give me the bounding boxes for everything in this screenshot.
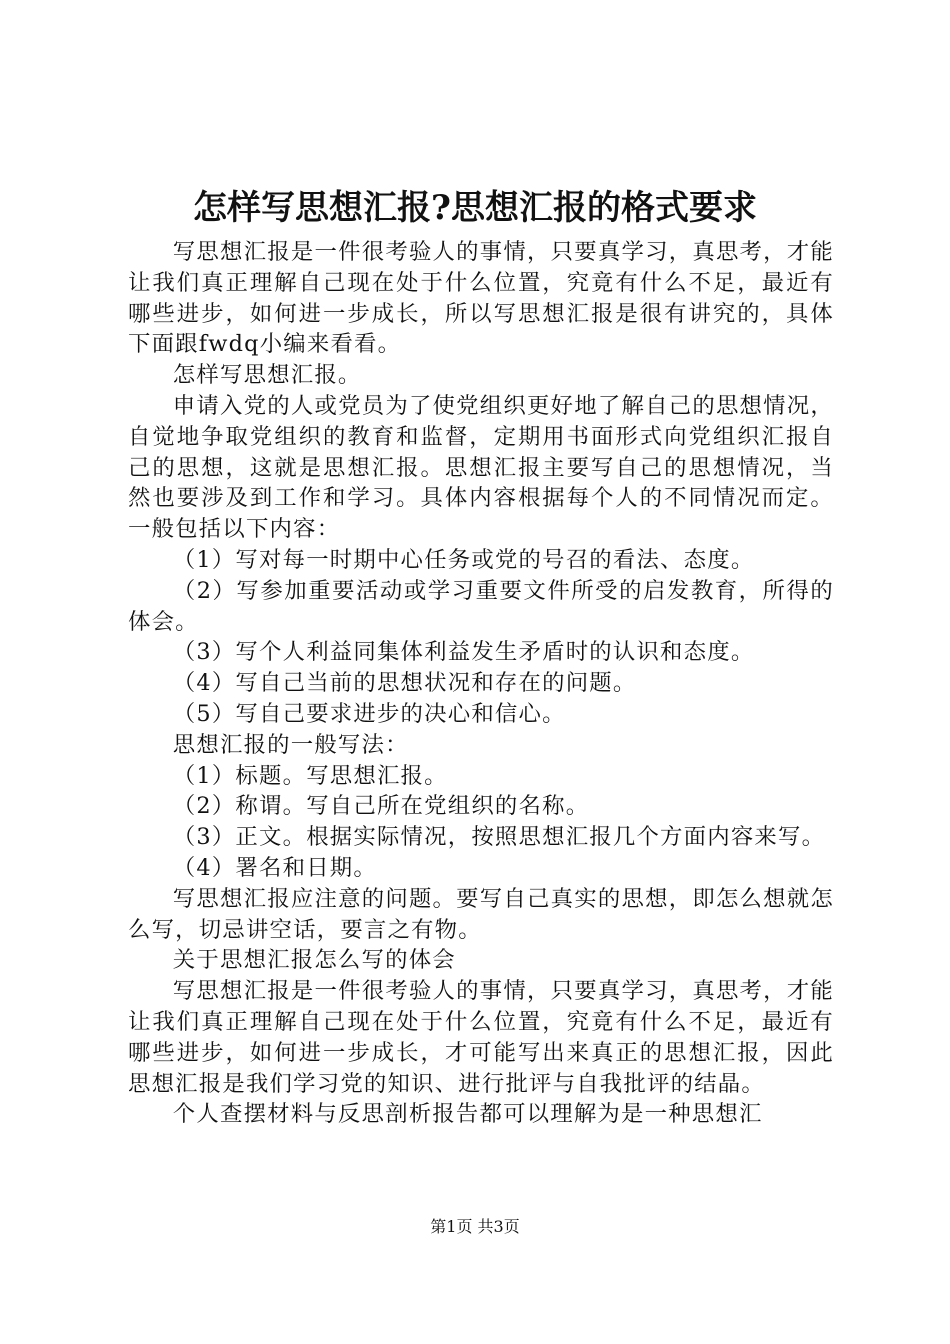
document-title: 怎样写思想汇报?思想汇报的格式要求	[193, 188, 757, 228]
paragraph: （4）署名和日期。	[172, 854, 377, 881]
paragraph: （5）写自己要求进步的决心和信心。	[172, 700, 566, 727]
paragraph: （1）标题。写思想汇报。	[172, 762, 448, 789]
paragraph: 写思想汇报应注意的问题。要写自己真实的思想，即怎么想就怎么写，切忌讲空话，要言之有物。	[128, 885, 834, 943]
paragraph: （2）称谓。写自己所在党组织的名称。	[172, 793, 590, 820]
paragraph: 个人查摆材料与反思剖析报告都可以理解为是一种思想汇	[172, 1101, 763, 1128]
paragraph: （3）写个人利益同集体利益发生矛盾时的认识和态度。	[172, 639, 755, 666]
paragraph: （1）写对每一时期中心任务或党的号召的看法、态度。	[172, 546, 755, 573]
paragraph: （4）写自己当前的思想状况和存在的问题。	[172, 670, 637, 697]
page-number: 第1页 共3页	[430, 1217, 520, 1236]
paragraph: 关于思想汇报怎么写的体会	[172, 947, 456, 974]
paragraph: 思想汇报的一般写法：	[172, 731, 409, 758]
paragraph: （3）正文。根据实际情况，按照思想汇报几个方面内容来写。	[172, 824, 826, 851]
paragraph: 写思想汇报是一件很考验人的事情，只要真学习，真思考，才能让我们真正理解自己现在处于什么位置，究竟有什么不足，最近有哪些进步，如何进一步成长，才可能写出来真正的思想汇报，因此思想汇报是我们学习党的知识、进行批评与自我批评的结晶。	[128, 978, 834, 1097]
paragraph: （2）写参加重要活动或学习重要文件所受的启发教育，所得的体会。	[128, 577, 834, 635]
document-body	[128, 237, 834, 1130]
paragraph: 写思想汇报是一件很考验人的事情，只要真学习，真思考，才能让我们真正理解自己现在处于什么位置，究竟有什么不足，最近有哪些进步，如何进一步成长，所以写思想汇报是很有讲究的，具体下面跟fwdq小编来看看。	[128, 239, 834, 358]
paragraph: 申请入党的人或党员为了使党组织更好地了解自己的思想情况，自觉地争取党组织的教育和监督，定期用书面形式向党组织汇报自己的思想，这就是思想汇报。思想汇报主要写自己的思想情况，当然也要涉及到工作和学习。具体内容根据每个人的不同情况而定。一般包括以下内容：	[128, 392, 834, 543]
paragraph: 怎样写思想汇报。	[172, 362, 362, 389]
